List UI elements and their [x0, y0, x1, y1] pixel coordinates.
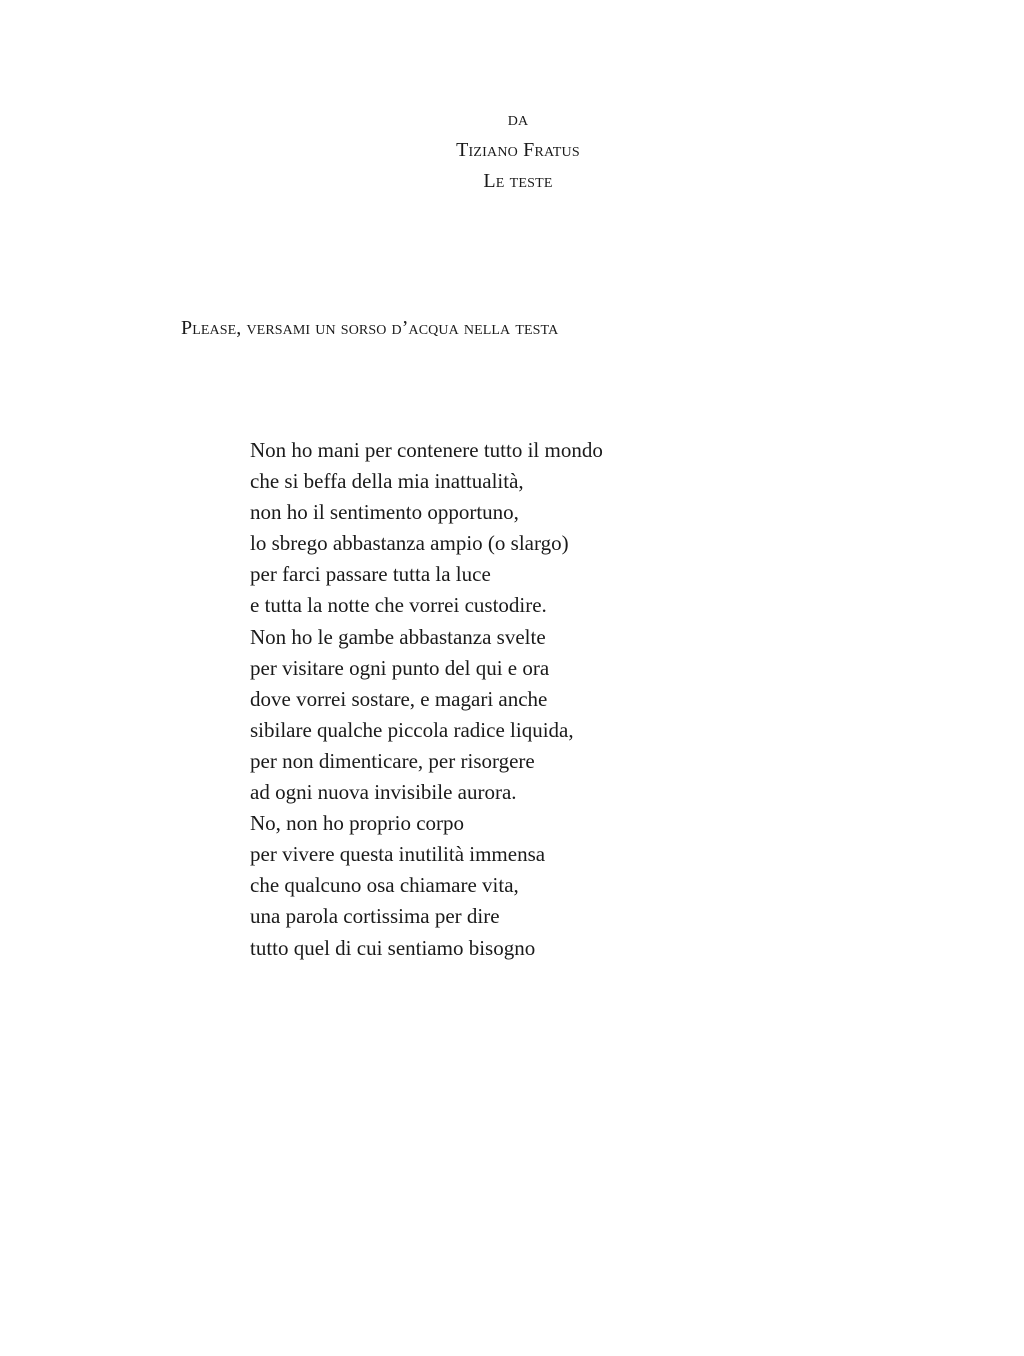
header-prefix: da [507, 108, 529, 130]
poem-title: Please, versami un sorso d’acqua nella testa [181, 317, 559, 339]
poem-line: per visitare ogni punto del qui e ora [250, 655, 550, 680]
poem-line: lo sbrego abbastanza ampio (o slargo) [250, 531, 569, 556]
poem-line: una parola cortissima per dire [250, 904, 500, 929]
collection-title: Le teste [483, 170, 553, 192]
poem-line: che qualcuno osa chiamare vita, [250, 873, 519, 898]
poem-line: per farci passare tutta la luce [250, 562, 491, 587]
poem-body [250, 435, 603, 964]
poem-line: No, non ho proprio corpo [250, 811, 465, 836]
poem-line: dove vorrei sostare, e magari anche [250, 686, 548, 711]
poem-line: per vivere questa inutilità immensa [250, 842, 546, 867]
poem-line: che si beffa della mia inattualità, [250, 469, 524, 494]
author-name: Tiziano Fratus [456, 139, 580, 161]
poem-line: non ho il sentimento opportuno, [250, 500, 519, 525]
poem-line: Non ho le gambe abbastanza svelte [250, 624, 546, 649]
poem-line: sibilare qualche piccola radice liquida, [250, 717, 574, 742]
poem-line: tutto quel di cui sentiamo bisogno [250, 935, 536, 960]
poem-line: Non ho mani per contenere tutto il mondo [250, 438, 603, 462]
poem-line: e tutta la notte che vorrei custodire. [250, 593, 547, 618]
document-header [0, 104, 1024, 197]
poem-line: per non dimenticare, per risorgere [250, 748, 535, 773]
poem-line: ad ogni nuova invisibile aurora. [250, 780, 517, 805]
